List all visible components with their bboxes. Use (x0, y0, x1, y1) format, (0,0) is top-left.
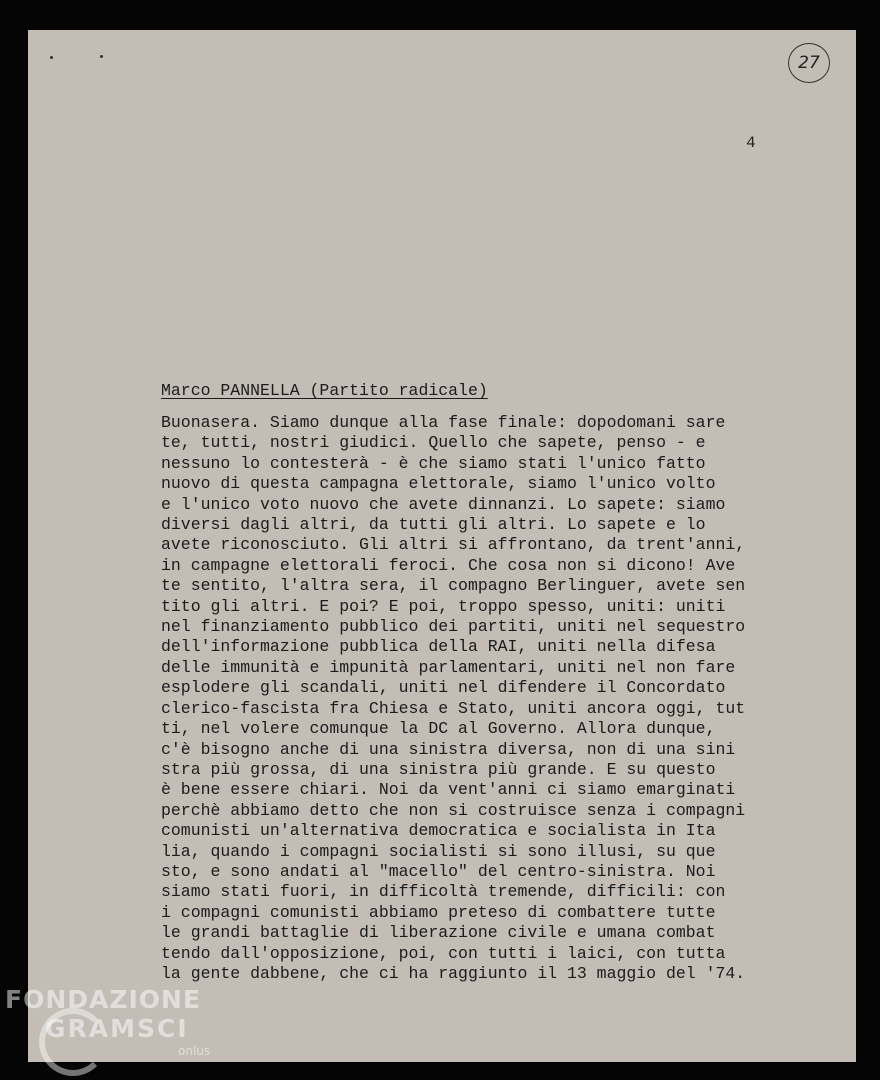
text-line: perchè abbiamo detto che non si costruisce senza i compagni (161, 800, 746, 820)
text-line: stra più grossa, di una sinistra più grande. E su questo (161, 759, 716, 779)
speech-text (161, 413, 745, 984)
watermark-line-2: GRAMSCI (45, 1014, 189, 1043)
text-line: diversi dagli altri, da tutti gli altri. Lo sapete e lo (161, 515, 706, 535)
text-line: i compagni comunisti abbiamo preteso di combattere tutte (161, 902, 716, 922)
text-line: è bene essere chiari. Noi da vent'anni ci siamo emarginati (161, 780, 736, 800)
text-line: la gente dabbene, che ci ha raggiunto il 13 maggio del '74. (161, 963, 746, 983)
text-line: ti, nel volere comunque la DC al Governo. Allora dunque, (161, 719, 716, 739)
text-line: te sentito, l'altra sera, il compagno Berlinguer, avete sen (161, 576, 746, 596)
speaker-heading: Marco PANNELLA (Partito radicale) (161, 381, 488, 400)
paper-speck (50, 56, 53, 59)
text-line: comunisti un'alternativa democratica e socialista in Ita (161, 821, 716, 841)
paper-speck (100, 55, 103, 58)
text-line: esplodere gli scandali, uniti nel difendere il Concordato (161, 678, 726, 698)
text-line: le grandi battaglie di liberazione civile e umana combat (161, 923, 716, 943)
page-number: 4 (746, 134, 756, 152)
text-line: delle immunità e impunità parlamentari, uniti nel non fare (161, 657, 736, 677)
text-line: clerico-fascista fra Chiesa e Stato, uniti ancora oggi, tut (161, 698, 746, 718)
text-line: siamo stati fuori, in difficoltà tremende, difficili: con (161, 882, 726, 902)
text-line: te, tutti, nostri giudici. Quello che sapete, penso - e (161, 433, 706, 453)
text-line: lia, quando i compagni socialisti si sono illusi, su que (161, 841, 716, 861)
watermark-line-3: onlus (178, 1044, 211, 1058)
folio-number-stamp (788, 43, 830, 83)
text-line: Buonasera. Siamo dunque alla fase finale: dopodomani sare (161, 413, 726, 432)
text-line: dell'informazione pubblica della RAI, uniti nella difesa (161, 637, 716, 657)
text-line: tendo dall'opposizione, poi, con tutti i laici, con tutta (161, 943, 726, 963)
text-line: nel finanziamento pubblico dei partiti, uniti nel sequestro (161, 617, 746, 637)
text-line: in campagne elettorali feroci. Che cosa non si dicono! Ave (161, 555, 736, 575)
text-line: e l'unico voto nuovo che avete dinnanzi. Lo sapete: siamo (161, 494, 726, 514)
text-line: nuovo di questa campagna elettorale, siamo l'unico volto (161, 474, 716, 494)
text-line: sto, e sono andati al "macello" del centro-sinistra. Noi (161, 861, 716, 881)
text-line: nessuno lo contesterà - è che siamo stati l'unico fatto (161, 453, 706, 473)
document-page (28, 30, 856, 1062)
text-line: c'è bisogno anche di una sinistra diversa, non di una sini (161, 739, 736, 759)
text-line: tito gli altri. E poi? E poi, troppo spesso, uniti: uniti (161, 596, 726, 616)
text-line: avete riconosciuto. Gli altri si affrontano, da trent'anni, (161, 535, 746, 555)
watermark-line-1: FONDAZIONE (5, 985, 202, 1014)
folio-number: 27 (798, 53, 820, 73)
